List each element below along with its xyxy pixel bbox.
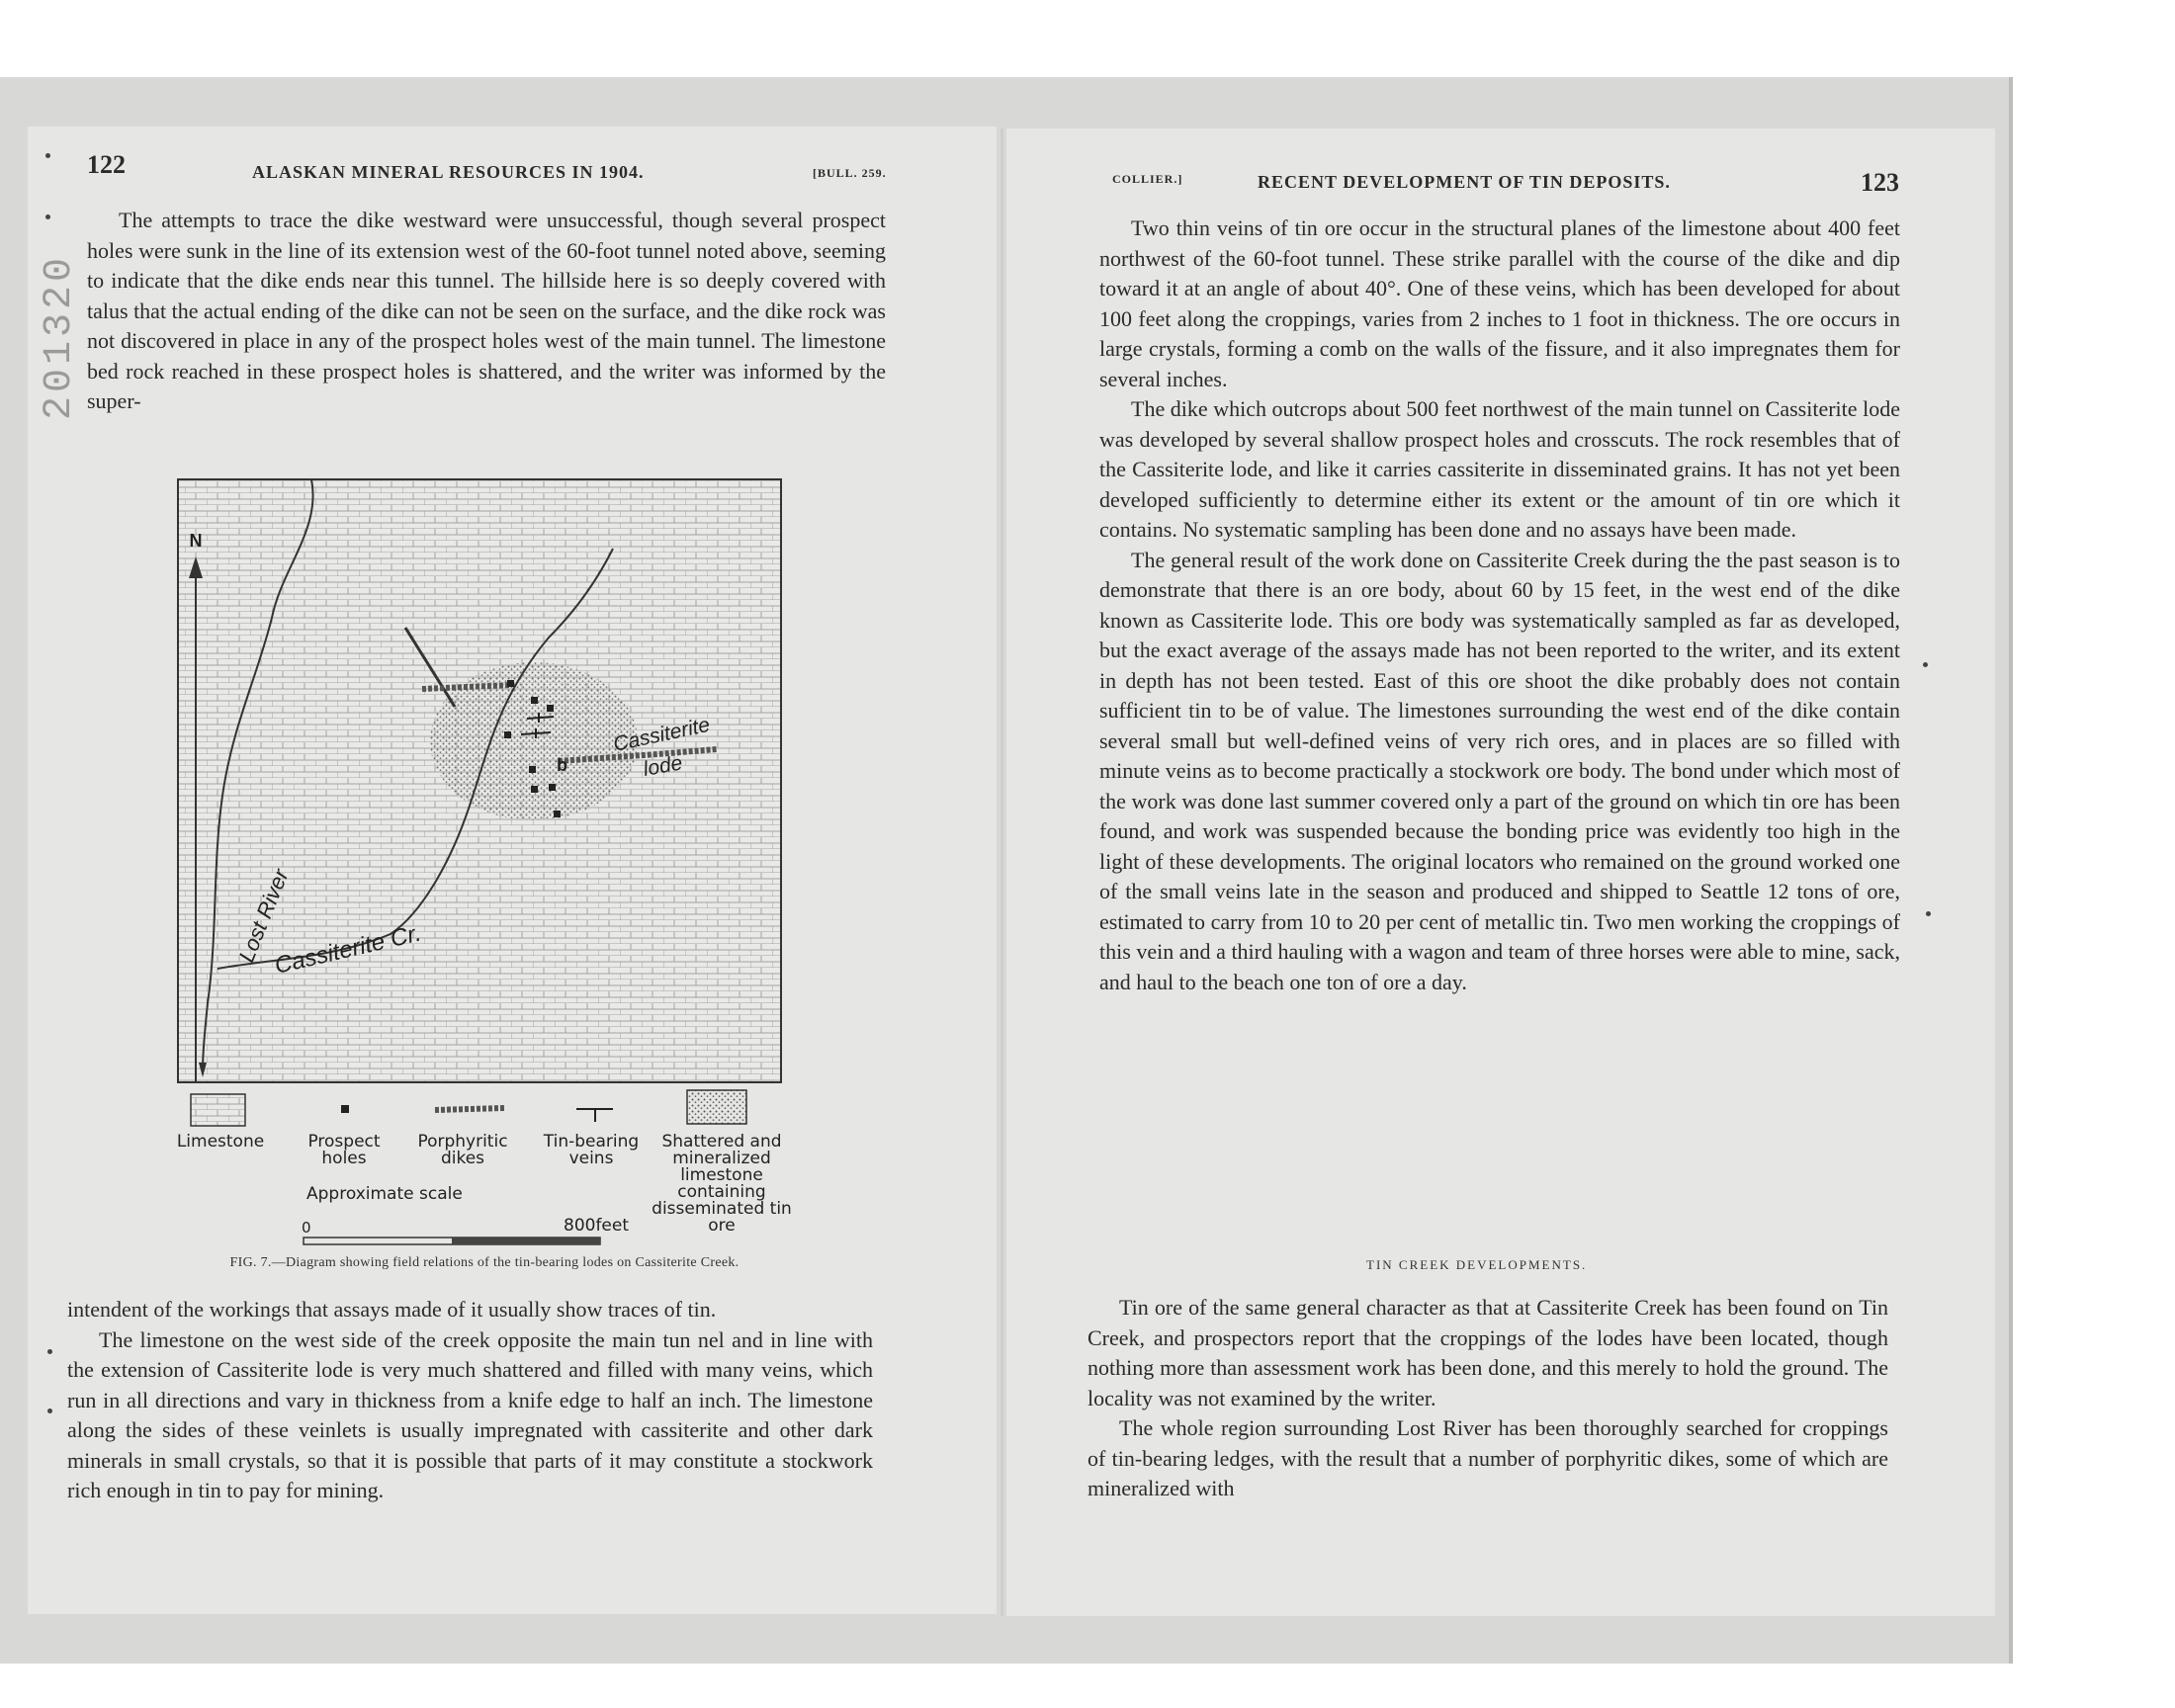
author-ref: COLLIER.]: [1112, 172, 1183, 186]
bulletin-ref: [BULL. 259.: [813, 166, 887, 180]
legend-limestone-swatch: [191, 1094, 245, 1126]
right-paragraphs-bottom: Tin ore of the same general character as that at Cassiterite Creek has been found on Tin Creek, and prospectors report that the croppings of the lodes have been located, though nothing more than assessment work has been done, and this merely to hold the ground. The locality was not examined by the writer. The whole region surrounding Lost River has been thoroughly searched for croppings of tin-bearing ledges, with the result that a number of porphyritic dikes, some of which are mineralized with: [1088, 1295, 1888, 1500]
margin-dot: [47, 1409, 52, 1413]
prospect-hole: [507, 680, 514, 687]
margin-dot: [1923, 662, 1928, 667]
legend-vein-label: Tin-bearing veins: [543, 1132, 640, 1168]
letter-b: b: [557, 755, 567, 775]
left-page-number: 122: [87, 150, 126, 179]
scale-zero: 0: [302, 1219, 311, 1237]
lode-label-1: Cassiterite: [611, 713, 713, 756]
legend-limestone-label: Limestone: [176, 1132, 265, 1152]
right-paragraphs: Two thin veins of tin ore occur in the structural planes of the limestone about 400 feet northwest of the 60-foot tunnel. These strike parallel with the course of the dike and dip toward it at an angle of about 40°. One of these veins, which has been developed for about 100 feet along the croppings, varies from 2 inches to 1 foot in thickness. The ore occurs in large crystals, forming a comb on the walls of the fissure, and it also impregnates them for several inches. The dike which outcrops about 500 feet northwest of the main tunnel on Cassiterite lode was developed by several shallow prospect holes and crosscuts. The rock resembles that of the Cassiterite lode, and like it carries cassiterite in disseminated grains. It has not yet been developed sufficiently to determine either its extent or the amount of tin ore which it contains. No systematic sampling has been done and no assays have been made. The general result of the work done on Cassiterite Creek during the the past season is to demonstrate that there is an ore body, about 60 by 15 feet, in the west end of the dike known as Cassiterite lode. This ore body was systematically sampled as far as developed, but the exact average of the assays made has not been reported to the writer, and its extent in depth has not been tested. East of this ore shoot the dike probably does not contain sufficient tin to be of value. The limestones surrounding the west end of the dike contain several small but well-defined veins of very rich ores, and in places are so filled with minute veins as to become practically a stockwork ore body. The bond under which most of the work was done last summer covered only a part of the ground on which tin ore has been found, and work was suspended because the bonding price was evidently too high in the light of these developments. The original locators who remained on the ground worked one of the small veins late in the season and produced and shipped to Seattle 12 tons of ore, estimated to carry from 10 to 20 per cent of metallic tin. Two men working the croppings of this vein and a third hauling with a wagon and team of three horses were able to mine, sack, and haul to the beach one ton of ore a day.: [1099, 215, 1900, 994]
page-gutter: [1000, 128, 1003, 1616]
margin-dot: [45, 214, 50, 219]
archive-stamp: 201320: [38, 253, 82, 420]
scale-end: 800feet: [564, 1216, 630, 1236]
right-page-number: 123: [1861, 168, 1899, 197]
right-running-head: RECENT DEVELOPMENT OF TIN DEPOSITS.: [1258, 172, 1671, 192]
margin-dot: [1926, 911, 1931, 916]
prospect-hole: [554, 811, 561, 817]
legend-vein-swatch: [576, 1109, 613, 1122]
prospect-hole: [529, 766, 536, 773]
scale-title: Approximate scale: [306, 1184, 463, 1204]
scan-edge: [2009, 77, 2013, 1664]
legend-dike-swatch: [435, 1108, 504, 1110]
prospect-hole: [531, 697, 538, 704]
left-paragraph-bottom: intendent of the workings that assays made of it usually show traces of tin. The limestone on the west side of the creek opposite the main tun nel and in line with the extension of Cassiterite lode is very much shattered and filled with many veins, which run in all directions and vary in thickness from a knife edge to half an inch. The limestone along the sides of these veinlets is usually impregnated with cassiterite and other dark minerals in small crystals, so that it is possible that parts of it may constitute a stockwork rich enough in tin to pay for mining.: [67, 1297, 873, 1502]
tin-creek-heading: TIN CREEK DEVELOPMENTS.: [1366, 1257, 1588, 1272]
legend-dike-label: Porphyritic dikes: [417, 1132, 508, 1168]
margin-dot: [45, 153, 50, 158]
prospect-hole: [504, 731, 511, 738]
legend-shattered-swatch: [687, 1090, 746, 1124]
north-label: N: [189, 531, 203, 551]
scale-bar-fill: [452, 1238, 600, 1244]
margin-dot: [47, 1349, 52, 1354]
legend-shattered-label: Shattered and mineralized limestone containing disseminated tin ore: [652, 1132, 792, 1236]
legend-prospect-label: Prospect holes: [307, 1132, 381, 1168]
left-paragraph-top: The attempts to trace the dike westward were unsuccessful, though several prospect holes were sunk in the line of its extension west of the 60-foot tunnel noted above, seeming to indicate that the dike ends near this tunnel. The hillside here is so deeply covered with talus that the actual ending of the dike can not be seen on the surface, and the dike rock was not discovered in place in any of the prospect holes west of the main tunnel. The limestone bed rock reached in these prospect holes is shattered, and the writer was informed by the super-: [87, 208, 886, 413]
figure-caption: FIG. 7.—Diagram showing field relations of the tin-bearing lodes on Cassiterite Creek.: [229, 1255, 740, 1270]
prospect-hole: [549, 784, 556, 791]
lode-label-2: lode: [641, 751, 684, 781]
prospect-hole: [547, 705, 554, 712]
lost-river-label: Lost River: [233, 865, 294, 966]
legend-prospect-swatch: [341, 1105, 349, 1113]
left-running-head: ALASKAN MINERAL RESOURCES IN 1904.: [252, 162, 645, 182]
prospect-hole: [531, 786, 538, 793]
cassiterite-creek-label: Cassiterite Cr.: [272, 919, 424, 980]
